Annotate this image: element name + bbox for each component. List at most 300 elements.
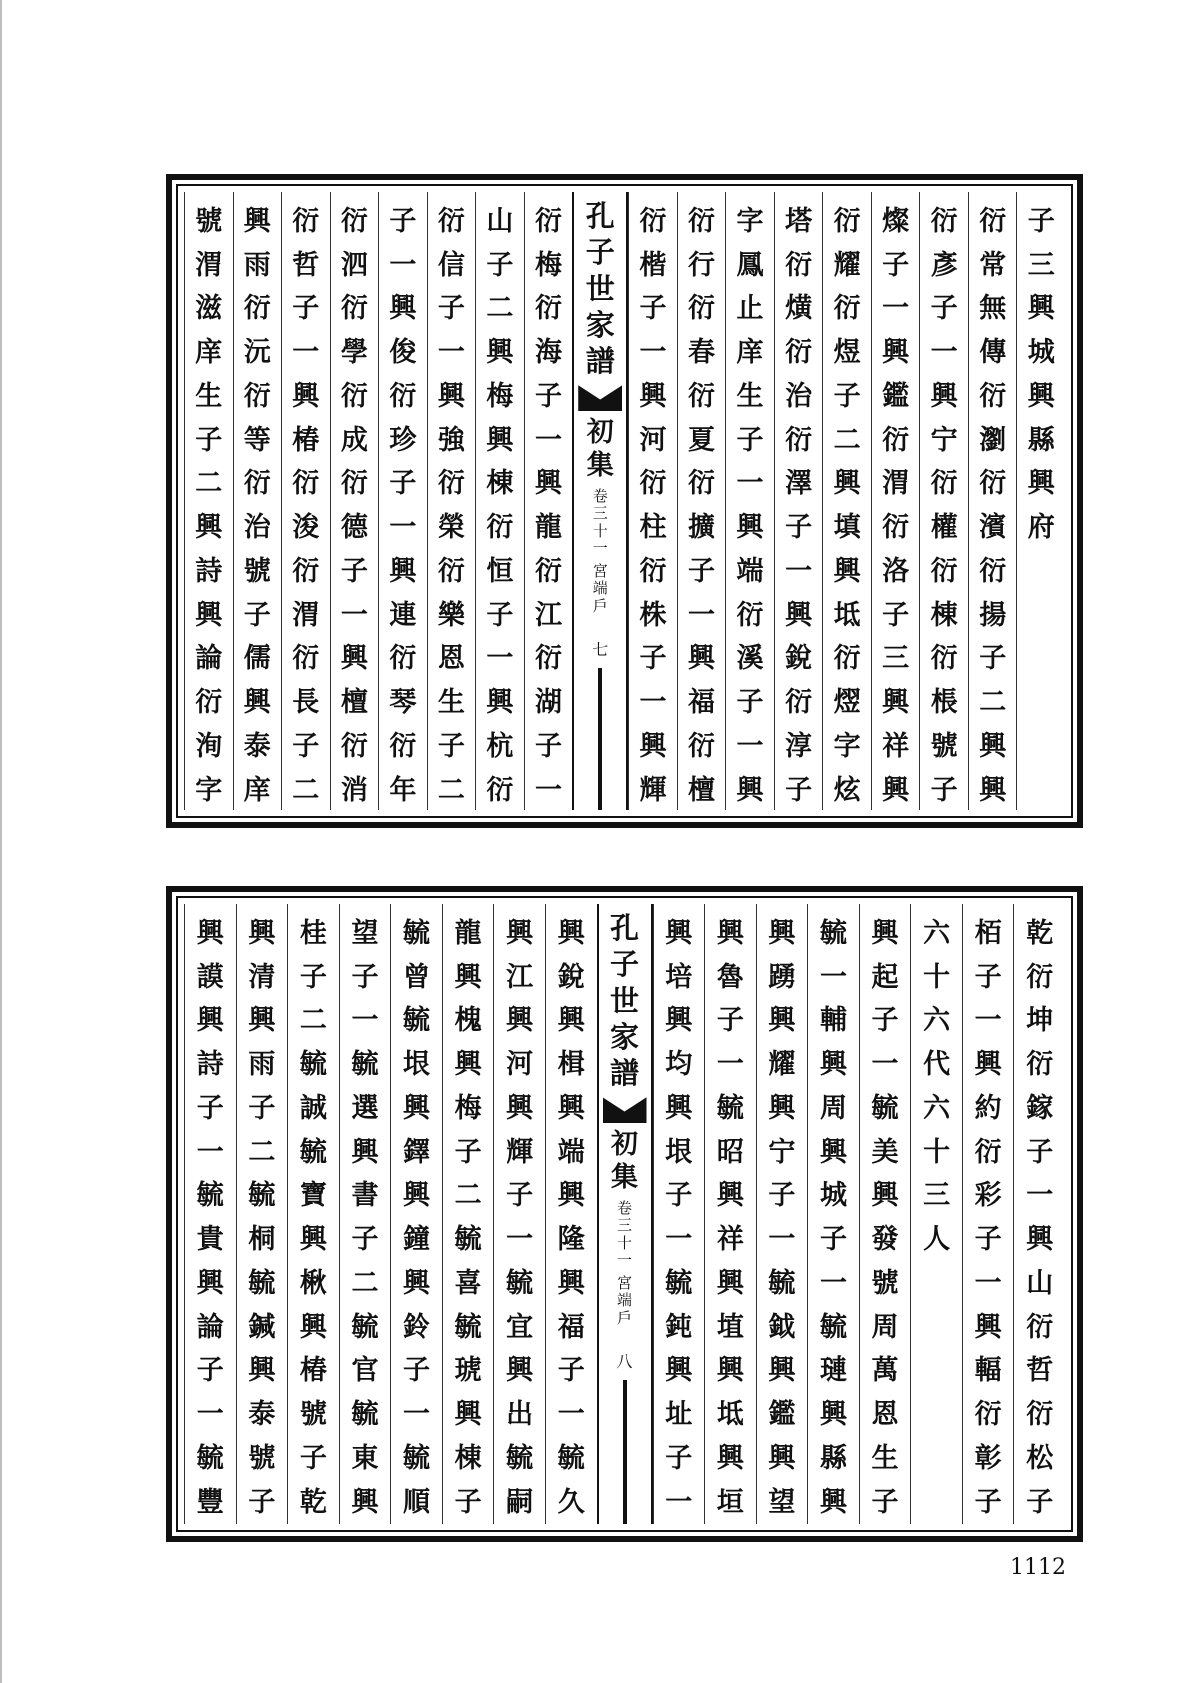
column-character: 子 (292, 293, 320, 325)
column-character: 順 (403, 1486, 431, 1518)
column-character: 榮 (437, 512, 465, 544)
column-character: 毓 (403, 1442, 431, 1474)
column-character: 子 (665, 1442, 693, 1474)
column-character: 興 (506, 918, 534, 949)
column-character: 興 (833, 555, 861, 587)
column-character: 福 (688, 687, 716, 719)
column-character: 鎵 (1026, 1092, 1054, 1124)
column-character: 澤 (785, 468, 813, 500)
column-character: 喜 (454, 1267, 482, 1299)
column-character: 毓 (403, 918, 431, 949)
genealogy-column (774, 192, 823, 810)
column-character: 號 (243, 555, 271, 587)
column-character: 子 (974, 961, 1002, 993)
column-character: 興 (299, 1224, 327, 1256)
column-character: 二 (437, 774, 465, 806)
column-character: 毓 (351, 1049, 379, 1081)
column-character: 祥 (882, 730, 910, 762)
column-character: 衍 (930, 206, 958, 237)
column-character: 興 (437, 380, 465, 412)
column-character: 浚 (292, 512, 320, 544)
column-character: 治 (243, 512, 271, 544)
column-character: 璉 (819, 1355, 847, 1387)
column-character: 二 (195, 468, 223, 500)
column-character: 棖 (930, 687, 958, 719)
column-character: 興 (557, 1180, 585, 1212)
column-character: 興 (557, 918, 585, 949)
column-character: 毓 (819, 918, 847, 949)
column-character: 衍 (882, 512, 910, 544)
column-character: 一 (437, 337, 465, 369)
column-character: 興 (340, 643, 368, 675)
column-character: 衍 (243, 293, 271, 325)
column-character: 春 (688, 337, 716, 369)
fish-tail-mark-icon (578, 385, 622, 411)
column-character: 信 (437, 249, 465, 281)
column-character: 興 (768, 1355, 796, 1387)
column-character: 銳 (557, 961, 585, 993)
column-character: 周 (819, 1092, 847, 1124)
column-character: 淳 (785, 730, 813, 762)
column-character: 興 (243, 687, 271, 719)
column-character: 祥 (716, 1224, 744, 1256)
genealogy-column (968, 192, 1017, 810)
column-character: 子 (437, 730, 465, 762)
column-character: 衍 (1026, 1311, 1054, 1343)
column-character: 宁 (768, 1136, 796, 1168)
column-character: 興 (403, 1180, 431, 1212)
column-character: 望 (768, 1486, 796, 1518)
column-character: 梅 (486, 380, 514, 412)
genealogy-column (628, 192, 677, 810)
column-character: 興 (196, 1267, 224, 1299)
genealogy-column (725, 192, 774, 810)
column-character: 興 (351, 1486, 379, 1518)
column-character: 衍 (639, 468, 667, 500)
column-character: 樂 (437, 599, 465, 631)
column-character: 鐘 (403, 1224, 431, 1256)
column-character: 乾 (1026, 918, 1054, 949)
column-character: 字 (833, 730, 861, 762)
column-character: 興 (768, 918, 796, 949)
column-character: 治 (785, 380, 813, 412)
column-character: 子 (871, 1486, 899, 1518)
column-character: 福 (557, 1311, 585, 1343)
column-character: 興 (454, 961, 482, 993)
genealogy-column (807, 904, 859, 1524)
column-character: 興 (716, 1355, 744, 1387)
column-character: 書 (351, 1180, 379, 1212)
column-character: 三 (1027, 249, 1055, 281)
column-character: 衍 (930, 468, 958, 500)
column-character: 子 (454, 1136, 482, 1168)
column-character: 彥 (930, 249, 958, 281)
column-character: 誠 (299, 1092, 327, 1124)
column-character: 興 (665, 1092, 693, 1124)
leaf-number: 七 (592, 639, 609, 659)
column-character: 河 (506, 1049, 534, 1081)
column-character: 衍 (486, 774, 514, 806)
column-character: 興 (506, 1005, 534, 1037)
column-character: 衍 (389, 380, 417, 412)
book-title: 孔 子 世 家 譜 (585, 199, 615, 378)
column-character: 衍 (534, 643, 562, 675)
column-character: 子 (974, 1224, 1002, 1256)
column-character: 衍 (1026, 961, 1054, 993)
column-character: 子 (557, 1355, 585, 1387)
genealogy-column (184, 192, 233, 810)
column-character: 一 (389, 249, 417, 281)
column-character: 興 (665, 1005, 693, 1037)
column-character: 興 (243, 206, 271, 237)
column-character: 興 (736, 512, 764, 544)
column-character: 海 (534, 337, 562, 369)
column-character: 衍 (340, 293, 368, 325)
column-character: 子 (248, 1092, 276, 1124)
column-character: 泗 (340, 249, 368, 281)
column-character: 詩 (195, 555, 223, 587)
column-character: 子 (454, 1486, 482, 1518)
column-character: 衍 (688, 468, 716, 500)
column-character: 鍼 (248, 1311, 276, 1343)
column-character: 梅 (534, 249, 562, 281)
column-character: 無 (979, 293, 1007, 325)
column-character: 衍 (340, 380, 368, 412)
column-character: 一 (665, 1224, 693, 1256)
column-character: 子 (389, 206, 417, 237)
column-character: 興 (403, 1092, 431, 1124)
column-character: 號 (871, 1267, 899, 1299)
section-label: 宮 端 戶 (592, 562, 608, 615)
column-character: 興 (716, 1267, 744, 1299)
column-character: 夏 (688, 424, 716, 456)
column-character: 衍 (979, 555, 1007, 587)
genealogy-column (287, 904, 339, 1524)
column-character: 一 (736, 468, 764, 500)
column-character: 興 (486, 337, 514, 369)
column-character: 毓 (454, 1224, 482, 1256)
column-character: 衍 (688, 730, 716, 762)
column-character: 萬 (871, 1355, 899, 1387)
column-character: 槐 (454, 1005, 482, 1037)
genealogy-column (871, 192, 920, 810)
column-character: 字 (736, 206, 764, 237)
column-character: 址 (665, 1399, 693, 1431)
column-character: 二 (351, 1267, 379, 1299)
column-character: 均 (665, 1049, 693, 1081)
column-character: 強 (437, 424, 465, 456)
column-character: 一 (819, 961, 847, 993)
column-character: 毓 (665, 1267, 693, 1299)
column-character: 恩 (437, 643, 465, 675)
genealogy-column (919, 192, 968, 810)
column-character: 洵 (195, 730, 223, 762)
column-character: 毓 (196, 1180, 224, 1212)
text-columns-top (184, 192, 1065, 810)
column-character: 衍 (437, 555, 465, 587)
column-character: 興 (195, 512, 223, 544)
column-character: 子 (437, 293, 465, 325)
column-character: 一 (665, 1486, 693, 1518)
column-character: 消 (340, 774, 368, 806)
column-character: 子 (1027, 206, 1055, 237)
column-character: 衍 (833, 643, 861, 675)
column-character: 興 (248, 918, 276, 949)
column-character: 子 (486, 599, 514, 631)
column-character: 衍 (437, 206, 465, 237)
column-character: 耀 (768, 1049, 796, 1081)
column-character: 塔 (785, 206, 813, 237)
column-character: 一 (974, 1005, 1002, 1037)
column-character: 興 (506, 1092, 534, 1124)
column-character: 謨 (196, 961, 224, 993)
genealogy-column (493, 904, 545, 1524)
column-character: 興 (1026, 1224, 1054, 1256)
column-character: 興 (248, 1005, 276, 1037)
column-character: 興 (639, 380, 667, 412)
column-character: 子 (292, 730, 320, 762)
column-character: 發 (871, 1224, 899, 1256)
column-character: 子 (882, 599, 910, 631)
column-character: 垣 (716, 1486, 744, 1518)
column-character: 連 (389, 599, 417, 631)
column-character: 二 (248, 1136, 276, 1168)
column-character: 一 (292, 337, 320, 369)
column-character: 興 (716, 1180, 744, 1212)
column-character: 一 (486, 643, 514, 675)
column-character: 輝 (506, 1136, 534, 1168)
column-character: 城 (819, 1180, 847, 1212)
column-character: 瀏 (979, 424, 1007, 456)
column-character: 湖 (534, 687, 562, 719)
column-character: 毓 (196, 1442, 224, 1474)
column-character: 哲 (1026, 1355, 1054, 1387)
book-title: 孔 子 世 家 譜 (609, 911, 639, 1090)
column-character: 子 (930, 774, 958, 806)
volume-label: 卷 三 十 一 (616, 1199, 632, 1269)
column-character: 六 (923, 1005, 951, 1037)
column-character: 昭 (716, 1136, 744, 1168)
column-character: 端 (557, 1136, 585, 1168)
genealogy-column (1016, 192, 1065, 810)
column-character: 衍 (340, 206, 368, 237)
column-character: 江 (506, 961, 534, 993)
column-character: 一 (930, 337, 958, 369)
column-character: 衍 (833, 293, 861, 325)
column-character: 坻 (716, 1399, 744, 1431)
column-character: 衍 (243, 380, 271, 412)
column-character: 號 (930, 730, 958, 762)
column-character: 衍 (1026, 1049, 1054, 1081)
column-character: 興 (248, 1355, 276, 1387)
genealogy-column (442, 904, 494, 1524)
column-character: 鑑 (768, 1399, 796, 1431)
column-character: 子 (534, 730, 562, 762)
column-character: 興 (195, 599, 223, 631)
column-character: 子 (833, 380, 861, 412)
column-character: 興 (486, 687, 514, 719)
column-character: 興 (871, 918, 899, 949)
column-character: 泰 (243, 730, 271, 762)
column-character: 一 (340, 599, 368, 631)
genealogy-column (704, 904, 756, 1524)
text-columns-bottom (184, 904, 1065, 1524)
column-character: 衍 (785, 687, 813, 719)
column-character: 一 (534, 774, 562, 806)
column-character: 興 (389, 555, 417, 587)
genealogy-column (427, 192, 476, 810)
column-character: 毓 (351, 1399, 379, 1431)
column-character: 子 (974, 1486, 1002, 1518)
genealogy-column (545, 904, 597, 1524)
column-character: 垠 (665, 1136, 693, 1168)
column-character: 號 (195, 206, 223, 237)
column-character: 一 (688, 599, 716, 631)
column-character: 毓 (716, 1092, 744, 1124)
column-character: 恩 (871, 1399, 899, 1431)
column-character: 衍 (243, 468, 271, 500)
column-character: 久 (557, 1486, 585, 1518)
column-character: 興 (833, 468, 861, 500)
column-character: 衍 (639, 206, 667, 237)
column-character: 宜 (506, 1311, 534, 1343)
column-character: 衍 (534, 206, 562, 237)
column-character: 興 (882, 687, 910, 719)
column-character: 興 (534, 468, 562, 500)
column-character: 庠 (736, 337, 764, 369)
genealogy-panel-top (166, 174, 1083, 828)
column-character: 子 (979, 643, 1007, 675)
column-character: 子 (688, 555, 716, 587)
column-character: 坻 (833, 599, 861, 631)
column-character: 楸 (299, 1267, 327, 1299)
column-character: 曾 (403, 961, 431, 993)
column-character: 彩 (974, 1180, 1002, 1212)
genealogy-column (184, 904, 236, 1524)
column-character: 鑑 (882, 380, 910, 412)
column-character: 衍 (974, 1399, 1002, 1431)
column-character: 琥 (454, 1355, 482, 1387)
column-character: 生 (437, 687, 465, 719)
column-character: 龍 (534, 512, 562, 544)
column-character: 興 (871, 1180, 899, 1212)
column-character: 興 (974, 1311, 1002, 1343)
column-character: 子 (930, 293, 958, 325)
column-character: 衍 (292, 643, 320, 675)
column-character: 垠 (403, 1049, 431, 1081)
column-character: 興 (882, 337, 910, 369)
column-character: 宁 (930, 424, 958, 456)
column-character: 濱 (979, 512, 1007, 544)
column-character: 衍 (979, 206, 1007, 237)
column-character: 衍 (930, 643, 958, 675)
column-character: 六 (923, 1092, 951, 1124)
column-character: 一 (557, 1399, 585, 1431)
column-character: 寶 (299, 1180, 327, 1212)
column-character: 興 (486, 424, 514, 456)
column-character: 子 (389, 468, 417, 500)
column-character: 埴 (716, 1311, 744, 1343)
column-character: 一 (819, 1267, 847, 1299)
genealogy-column (677, 192, 726, 810)
column-character: 權 (930, 512, 958, 544)
column-character: 衍 (736, 599, 764, 631)
column-character: 興 (557, 1092, 585, 1124)
column-character: 號 (299, 1399, 327, 1431)
column-character: 輔 (819, 1005, 847, 1037)
column-character: 二 (454, 1180, 482, 1212)
column-character: 止 (736, 293, 764, 325)
column-character: 衍 (785, 249, 813, 281)
column-character: 興 (930, 380, 958, 412)
column-character: 一 (871, 1049, 899, 1081)
column-character: 一 (196, 1136, 224, 1168)
column-character: 衍 (1026, 1399, 1054, 1431)
scan-edge-line (0, 0, 2, 1683)
column-character: 十 (923, 961, 951, 993)
column-character: 興 (665, 1355, 693, 1387)
column-character: 子 (299, 1442, 327, 1474)
column-character: 年 (389, 774, 417, 806)
column-character: 龍 (454, 918, 482, 949)
column-character: 椿 (299, 1355, 327, 1387)
column-character: 興 (819, 1399, 847, 1431)
column-character: 毓 (557, 1442, 585, 1474)
collection-label: 初 集 (611, 1129, 638, 1193)
column-character: 官 (351, 1355, 379, 1387)
column-character: 興 (639, 730, 667, 762)
column-character: 衍 (340, 468, 368, 500)
column-character: 衍 (486, 512, 514, 544)
collection-label: 初 集 (586, 417, 614, 481)
column-character: 子 (299, 961, 327, 993)
column-character: 成 (340, 424, 368, 456)
column-character: 桐 (248, 1224, 276, 1256)
column-character: 二 (299, 1005, 327, 1037)
column-character: 滋 (195, 293, 223, 325)
column-character: 府 (1027, 512, 1055, 544)
column-character: 輝 (639, 774, 667, 806)
column-character: 一 (768, 1224, 796, 1256)
column-character: 一 (389, 512, 417, 544)
column-character: 渭 (292, 599, 320, 631)
column-character: 衍 (340, 730, 368, 762)
column-character: 興 (454, 1399, 482, 1431)
column-character: 珍 (389, 424, 417, 456)
center-gutter (572, 192, 628, 810)
column-character: 毓 (768, 1267, 796, 1299)
column-character: 毓 (506, 1267, 534, 1299)
column-character: 山 (486, 206, 514, 237)
column-character: 德 (340, 512, 368, 544)
column-character: 三 (923, 1180, 951, 1212)
column-character: 毓 (351, 1311, 379, 1343)
column-character: 棟 (486, 468, 514, 500)
column-character: 一 (403, 1399, 431, 1431)
column-character: 傳 (979, 337, 1007, 369)
column-character: 一 (1026, 1180, 1054, 1212)
column-character: 一 (639, 687, 667, 719)
column-character: 踴 (768, 961, 796, 993)
column-character: 山 (1026, 1267, 1054, 1299)
column-character: 子 (871, 1005, 899, 1037)
column-character: 縣 (1027, 424, 1055, 456)
column-character: 興 (557, 1267, 585, 1299)
column-character: 松 (1026, 1442, 1054, 1474)
column-character: 毓 (403, 1005, 431, 1037)
column-character: 魯 (716, 961, 744, 993)
column-character: 字 (195, 774, 223, 806)
